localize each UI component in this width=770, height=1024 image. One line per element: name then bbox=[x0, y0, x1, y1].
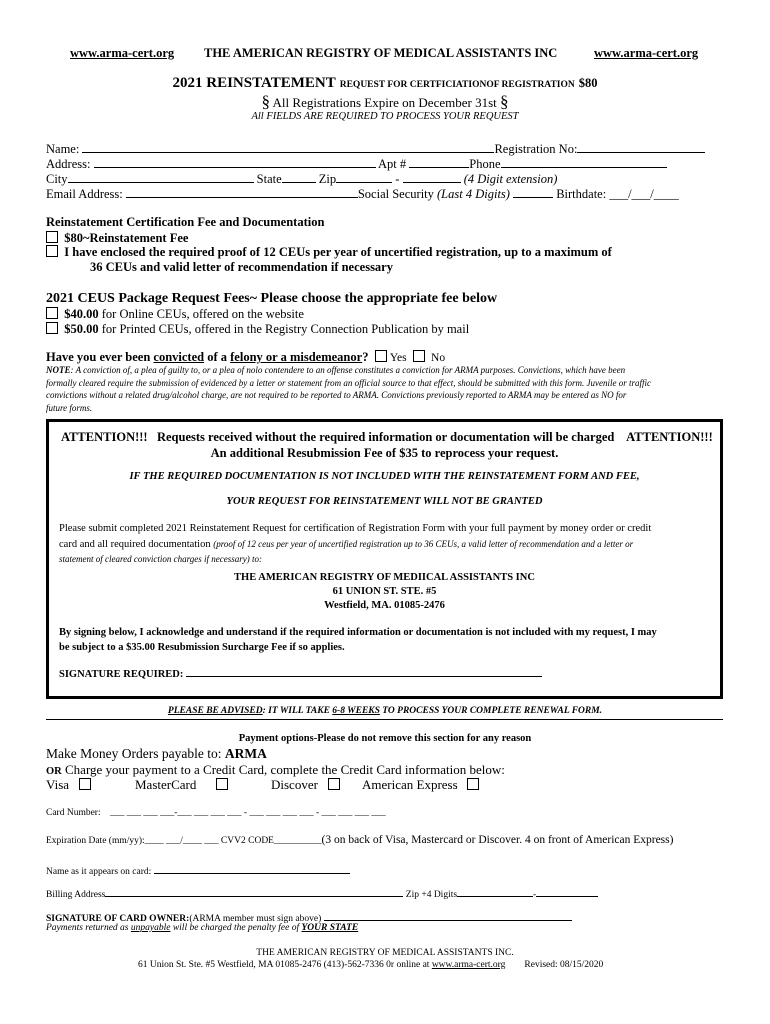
card-owner-signature-label: SIGNATURE OF CARD OWNER: bbox=[46, 914, 190, 924]
reinstatement-heading: Reinstatement Certification Fee and Documentation bbox=[46, 215, 325, 229]
name-on-card-label: Name as it appears on card: bbox=[46, 867, 152, 877]
card-number-field[interactable]: ___ ___ ___ ___-___ ___ ___ ___ - ___ ___ ___ ___ - ___ ___ ___ ___ bbox=[110, 808, 386, 818]
card-amex: American Express bbox=[362, 777, 479, 793]
conviction-no-checkbox[interactable] bbox=[413, 350, 425, 362]
card-number-row bbox=[46, 808, 386, 818]
zip-label: Zip bbox=[318, 172, 337, 186]
resubmission-fee: An additional Resubmission Fee of $35 to reprocess your request. bbox=[210, 446, 559, 460]
name-on-card-field[interactable] bbox=[154, 864, 350, 874]
card-number-label: Card Number: bbox=[46, 808, 101, 818]
submission-instructions: Please submit completed 2021 Reinstatement Request for certification of Registration Form with your full payment by money order or credit card and all required documentation (proof of 12 ceus per year of uncertified registration up to 36 CEUs, a valid letter of recommendation and a letter or statement of cleared conviction charges if necessary) to: bbox=[59, 523, 652, 564]
conviction-question: Have you ever been convicted of a felony or a misdemeanor? Yes No bbox=[46, 350, 446, 364]
ceus-online-checkbox[interactable] bbox=[46, 307, 58, 319]
phone-field[interactable] bbox=[501, 156, 667, 168]
phone-label: Phone bbox=[469, 157, 501, 171]
ceus-printed-option: $50.00 for Printed CEUs, offered in the Registry Connection Publication by mail bbox=[46, 322, 469, 337]
ceu-proof-option: I have enclosed the required proof of 12 CEUs per year of uncertified registration, up to a maximum of bbox=[46, 245, 612, 260]
zip4-ext-field[interactable] bbox=[536, 887, 598, 897]
expiration-notice: § All Registrations Expire on December 31st § bbox=[261, 92, 509, 111]
ceu-proof-line2: 36 CEUs and valid letter of recommendation if necessary bbox=[90, 260, 393, 274]
zip-dash: - bbox=[395, 172, 400, 186]
mastercard-checkbox[interactable] bbox=[216, 778, 228, 790]
card-type-row bbox=[46, 777, 506, 795]
email-field[interactable] bbox=[126, 186, 358, 198]
footer-contact: 61 Union St. Ste. #5 Westfield, MA 01085-2476 (413)-562-7336 0r online at www.arma-cert.org Revised: 08/15/2020 bbox=[138, 960, 604, 970]
ceus-heading: 2021 CEUS Package Request Fees~ Please choose the appropriate fee below bbox=[46, 291, 498, 306]
required-notice: All FIELDS ARE REQUIRED TO PROCESS YOUR REQUEST bbox=[251, 111, 519, 122]
mailing-address: THE AMERICAN REGISTRY OF MEDIICAL ASSISTANTS INC 61 UNION ST. STE. #5 Westfield, MA. 01085-2476 bbox=[234, 572, 535, 611]
reg-no-field[interactable] bbox=[577, 141, 705, 153]
money-order-line: Make Money Orders payable to: ARMA bbox=[46, 746, 267, 761]
ssn-note: (Last 4 Digits) bbox=[437, 187, 510, 201]
reinstatement-fee-option: $80~Reinstatement Fee bbox=[46, 231, 188, 246]
row-name bbox=[46, 141, 705, 157]
reinstatement-fee-checkbox[interactable] bbox=[46, 231, 58, 243]
city-label: City bbox=[46, 172, 68, 186]
apt-label: Apt # bbox=[378, 157, 407, 171]
footer-revised: Revised: 08/15/2020 bbox=[524, 960, 604, 970]
conviction-yes-checkbox[interactable] bbox=[375, 350, 387, 362]
amex-checkbox[interactable] bbox=[467, 778, 479, 790]
expiration-row bbox=[46, 834, 673, 846]
row-city bbox=[46, 171, 557, 187]
birthdate-field[interactable]: ___/___/____ bbox=[609, 187, 679, 201]
state-label: State bbox=[256, 172, 282, 186]
signature-label: SIGNATURE REQUIRED: bbox=[59, 669, 184, 680]
state-field[interactable] bbox=[282, 171, 316, 183]
billing-label: Billing Address bbox=[46, 890, 106, 900]
header-org: THE AMERICAN REGISTRY OF MEDICAL ASSISTANTS INC bbox=[204, 46, 558, 60]
credit-card-line: OR Charge your payment to a Credit Card, complete the Credit Card information below: bbox=[46, 762, 505, 777]
cvv-note: (3 on back of Visa, Mastercard or Discover. 4 on front of American Express) bbox=[321, 834, 674, 846]
billing-row: Billing Address Zip +4 Digits - bbox=[46, 887, 598, 900]
row-address bbox=[46, 156, 667, 172]
apt-field[interactable] bbox=[409, 156, 469, 168]
ceu-proof-checkbox[interactable] bbox=[46, 245, 58, 257]
returned-payment-note: Payments returned as unpayable will be charged the penalty fee of YOUR STATE bbox=[46, 923, 359, 933]
card-visa: Visa bbox=[46, 777, 91, 793]
birthdate-label: Birthdate: bbox=[556, 187, 607, 201]
attention-box bbox=[46, 419, 723, 699]
reg-no-label: Registration No: bbox=[494, 142, 578, 156]
zip4-field[interactable] bbox=[457, 887, 533, 897]
footer-org: THE AMERICAN REGISTRY OF MEDICAL ASSISTANTS INC. bbox=[256, 948, 514, 958]
header-site-left[interactable]: www.arma-cert.org bbox=[70, 46, 175, 60]
name-field[interactable] bbox=[82, 141, 494, 153]
ceus-printed-checkbox[interactable] bbox=[46, 322, 58, 334]
advisory-notice: PLEASE BE ADVISED: IT WILL TAKE 6-8 WEEKS TO PROCESS YOUR COMPLETE RENEWAL FORM. bbox=[167, 706, 603, 716]
form-title: 2021 REINSTATEMENT REQUEST FOR CERTFICIATIONOF REGISTRATION $80 bbox=[172, 75, 598, 91]
card-owner-signature-row: SIGNATURE OF CARD OWNER:(ARMA member must sign above) bbox=[46, 911, 572, 924]
name-label: Name: bbox=[46, 142, 80, 156]
address-label: Address: bbox=[46, 157, 91, 171]
zip4-label: Zip +4 Digits bbox=[405, 890, 458, 900]
ssn-field[interactable] bbox=[513, 186, 553, 198]
warning-line1: IF THE REQUIRED DOCUMENTATION IS NOT INCLUDED WITH THE REINSTATEMENT FORM AND FEE, bbox=[129, 471, 640, 482]
zip-field[interactable] bbox=[336, 171, 392, 183]
conviction-no-label: No bbox=[431, 352, 446, 364]
acknowledgement: By signing below, I acknowledge and understand if the required information or documentation is not included with my request, I may be subject to a $35.00 Resubmission Surcharge Fee if so applies. bbox=[59, 627, 657, 653]
city-field[interactable] bbox=[68, 171, 254, 183]
visa-checkbox[interactable] bbox=[79, 778, 91, 790]
card-owner-signature-field[interactable] bbox=[324, 911, 572, 921]
conviction-yes-label: Yes bbox=[389, 352, 407, 364]
signature-row bbox=[59, 665, 542, 680]
card-discover: Discover bbox=[271, 777, 340, 793]
payment-heading: Payment options-Please do not remove this section for any reason bbox=[238, 733, 532, 744]
discover-checkbox[interactable] bbox=[328, 778, 340, 790]
card-mastercard: MasterCard bbox=[135, 777, 228, 793]
billing-field[interactable] bbox=[105, 887, 403, 897]
zip-ext-field[interactable] bbox=[403, 171, 461, 183]
warning-line2: YOUR REQUEST FOR REINSTATEMENT WILL NOT BE GRANTED bbox=[226, 496, 543, 507]
zip-ext-note: (4 Digit extension) bbox=[463, 172, 558, 186]
ssn-label: Social Security bbox=[357, 187, 434, 201]
row-email bbox=[46, 186, 679, 202]
ceus-online-option: $40.00 for Online CEUs, offered on the website bbox=[46, 307, 304, 322]
expiration-field[interactable]: Expiration Date (mm/yy):____ ___/____ ___ CVV2 CODE__________ bbox=[46, 836, 322, 846]
name-on-card-row bbox=[46, 864, 350, 877]
header-site-right[interactable]: www.arma-cert.org bbox=[594, 46, 699, 60]
signature-field[interactable] bbox=[186, 665, 542, 677]
footer-link[interactable]: www.arma-cert.org bbox=[431, 960, 506, 970]
address-field[interactable] bbox=[94, 156, 376, 168]
section-divider bbox=[46, 719, 723, 720]
conviction-note: NOTE: A conviction of, a plea of guilty to, or a plea of nolo contendere to an offense constitutes a conviction for ARMA purposes. Convictions, which have been formally cleared require the submission of evidenced by a letter or statement from an official source to that effect, should be submitted with this form. Juvenile or traffic convictions without a related drug/alcohol charge, are not required to be reported to ARMA. Convictions previously reported to ARMA may be entered as NO for future forms. bbox=[46, 365, 651, 413]
email-label: Email Address: bbox=[46, 187, 123, 201]
attention-line: ATTENTION!!! Requests received without the required information or documentation will be charged ATTENTION!!! bbox=[61, 430, 713, 444]
